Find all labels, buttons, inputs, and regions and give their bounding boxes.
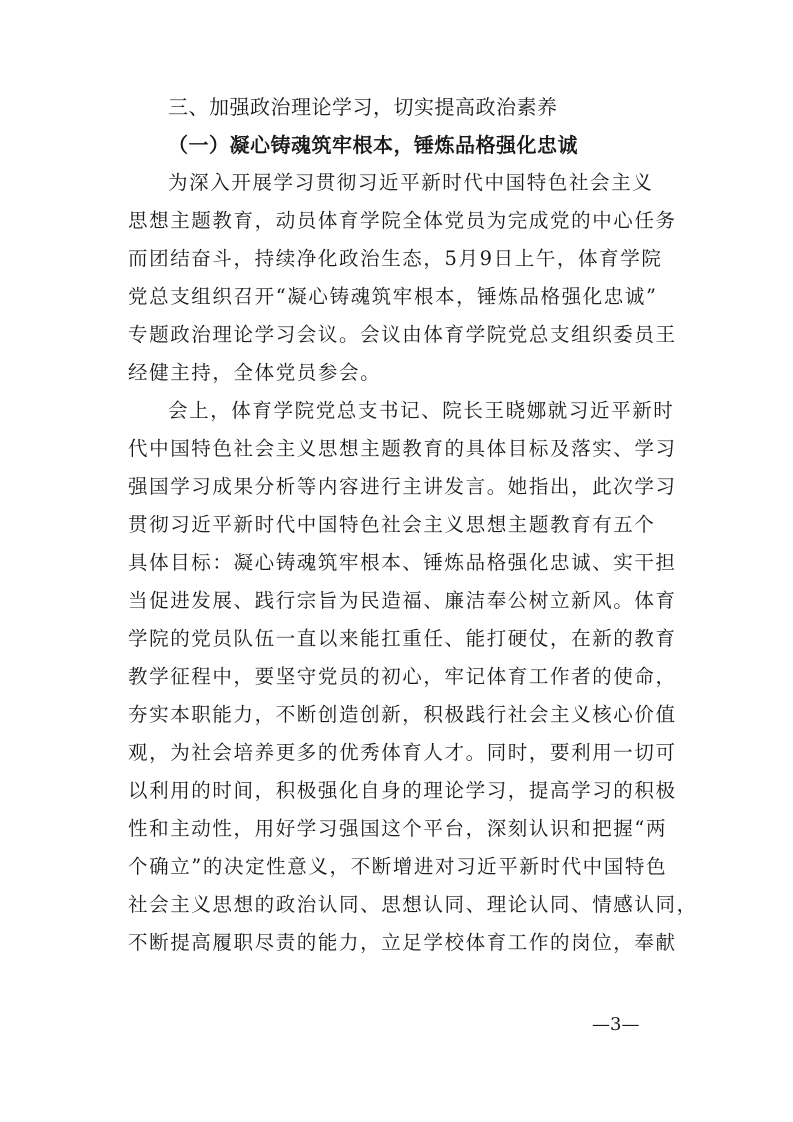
text-line: 而团结奋斗，持续净化政治生态，5月9日上午，体育学院 (128, 247, 663, 270)
text-line: 以利用的时间，积极强化自身的理论学习，提高学习的积极 (128, 779, 677, 802)
text-line: 贯彻习近平新时代中国特色社会主义思想主题教育有五个 (128, 513, 656, 536)
text-line: 专题政治理论学习会议。会议由体育学院党总支组织委员王 (128, 323, 677, 346)
text-line: 不断提高履职尽责的能力，立足学校体育工作的岗位，奉献 (128, 931, 677, 954)
text-line: 个确立”的决定性意义，不断增进对习近平新时代中国特色 (128, 855, 668, 878)
text-line: 学院的党员队伍一直以来能扛重任、能打硬仗，在新的教育 (128, 627, 677, 650)
text-line: 会上，体育学院党总支书记、院长王晓娜就习近平新时 (168, 399, 675, 422)
text-line: 观，为社会培养更多的优秀体育人才。同时，要利用一切可 (128, 741, 677, 764)
paragraph-1 (128, 164, 688, 392)
text-line: 教学征程中，要坚守党员的初心，牢记体育工作者的使命， (128, 665, 677, 688)
text-line: 当促进发展、践行宗旨为民造福、廉洁奉公树立新风。体育 (128, 589, 677, 612)
text-line: 代中国特色社会主义思想主题教育的具体目标及落实、学习 (128, 437, 677, 460)
document-body (128, 88, 698, 962)
page-number: —3— (592, 1014, 640, 1035)
text-line: 性和主动性，用好学习强国这个平台，深刻认识和把握“两 (128, 817, 668, 840)
section-heading: 三、加强政治理论学习，切实提高政治素养 (168, 95, 558, 119)
text-line: 强国学习成果分析等内容进行主讲发言。她指出，此次学习 (128, 475, 677, 498)
text-line: 夯实本职能力，不断创造创新，积极践行社会主义核心价值 (128, 703, 677, 726)
text-line: 思想主题教育，动员体育学院全体党员为完成党的中心任务 (128, 209, 677, 232)
subsection-heading: （一）凝心铸魂筑牢根本，锤炼品格强化忠诚 (168, 133, 578, 157)
paragraph-2 (128, 392, 698, 962)
text-line: 党总支组织召开“凝心铸魂筑牢根本，锤炼品格强化忠诚” (128, 285, 658, 308)
text-line: 具体目标：凝心铸魂筑牢根本、锤炼品格强化忠诚、实干担 (128, 551, 677, 574)
text-line: 为深入开展学习贯彻习近平新时代中国特色社会主义 (168, 171, 654, 194)
text-line: 经健主持，全体党员参会。 (128, 361, 382, 384)
text-line: 社会主义思想的政治认同、思想认同、理论认同、情感认同， (128, 893, 698, 916)
